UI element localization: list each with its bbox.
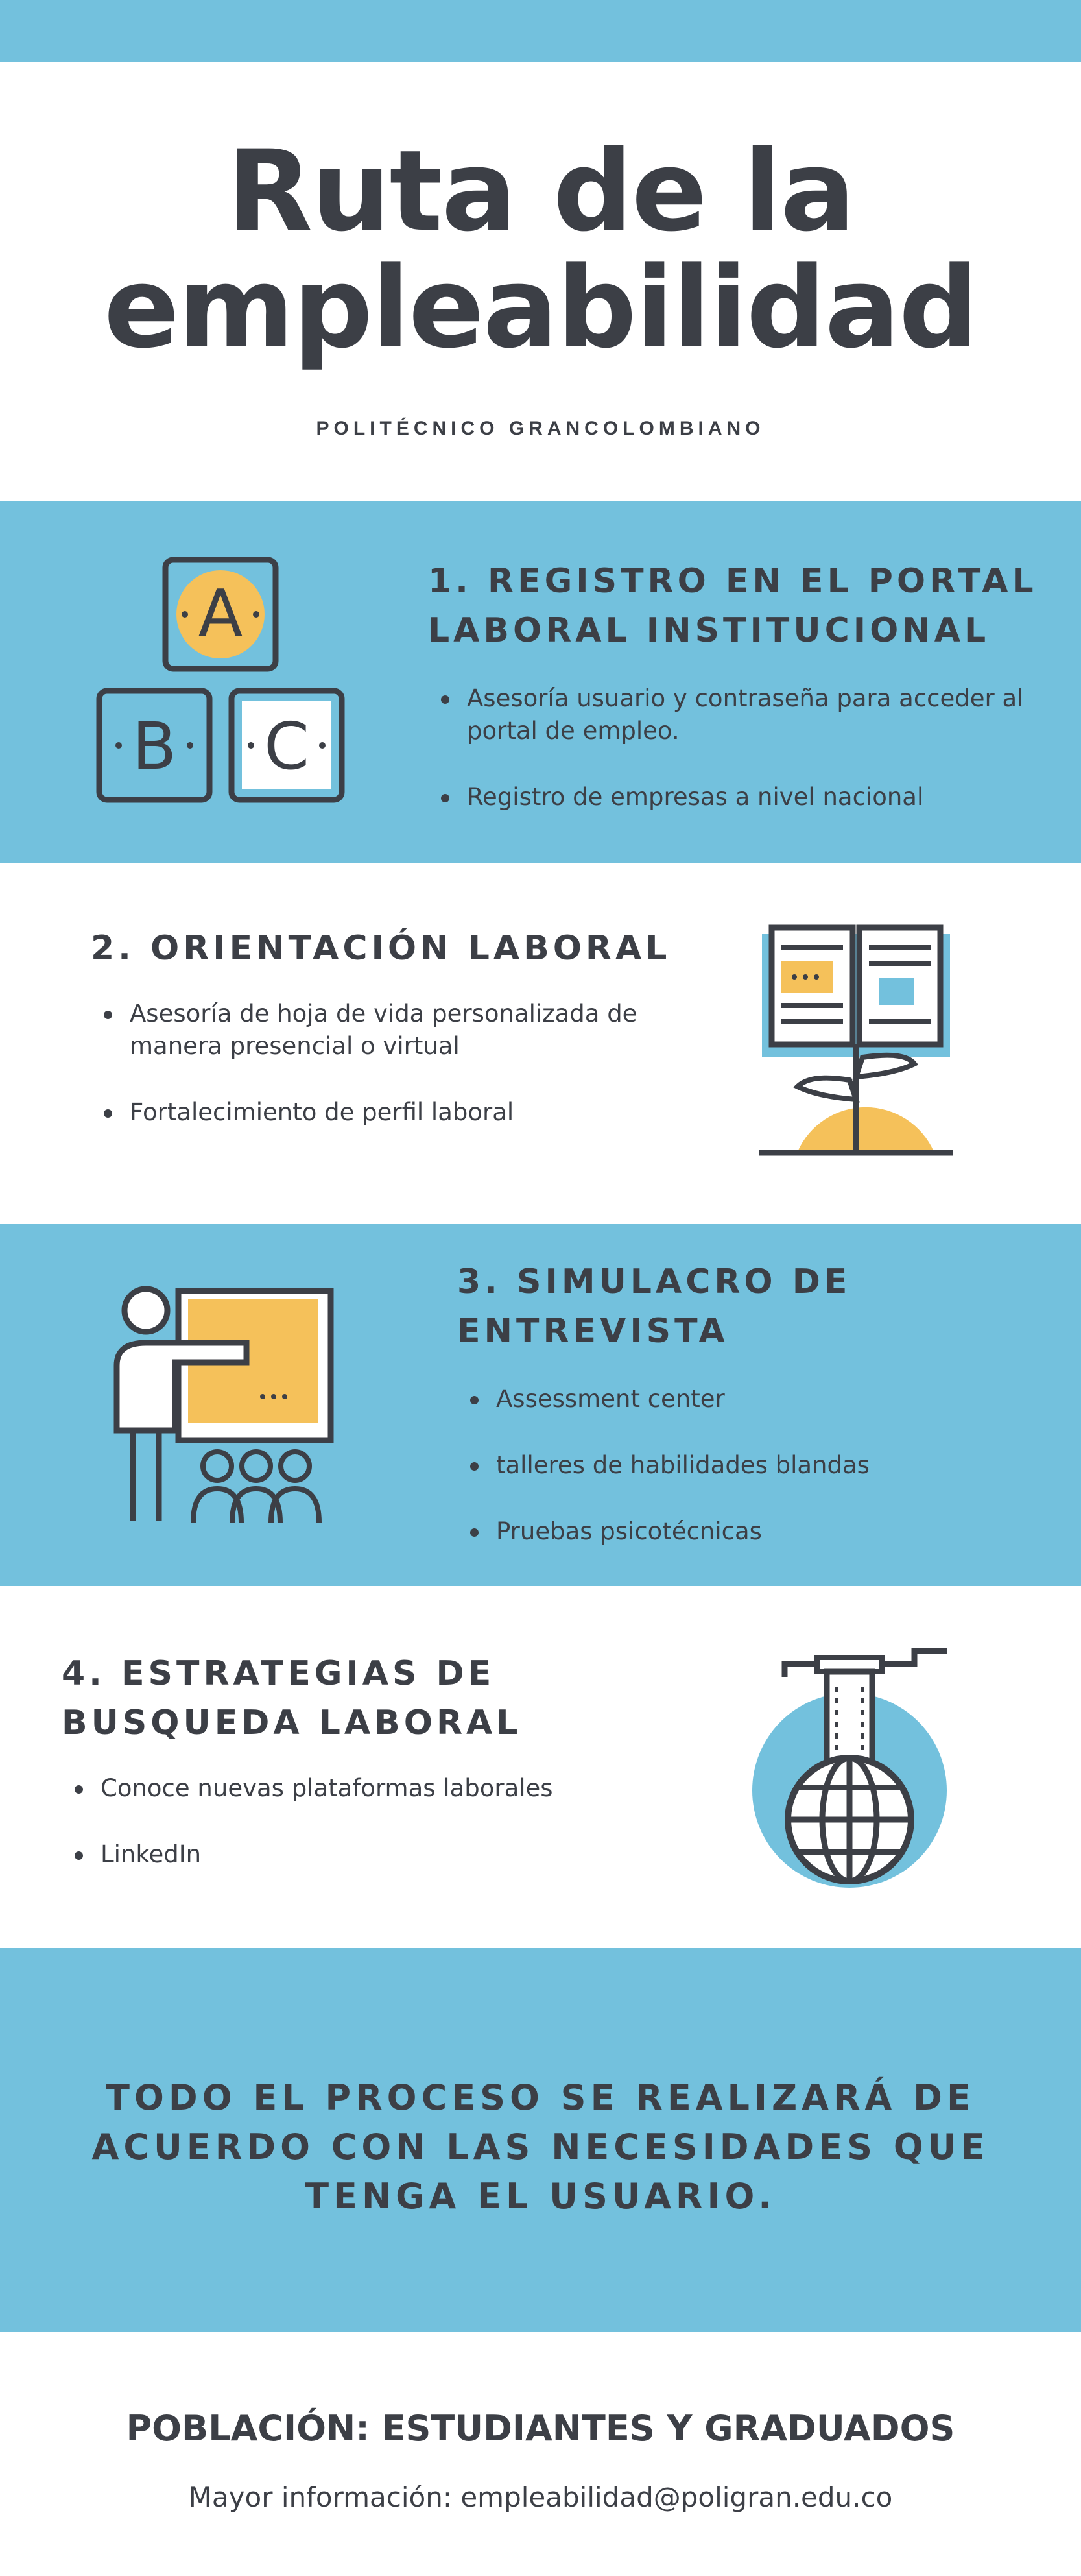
section-2-heading-line-1: 2. ORIENTACIÓN LABORAL bbox=[91, 929, 671, 968]
svg-text:A: A bbox=[198, 575, 243, 651]
section-4-bullets bbox=[62, 1772, 645, 1871]
globe-icon bbox=[746, 1648, 953, 1894]
list-item: LinkedIn bbox=[101, 1838, 645, 1871]
section-1-heading-line-2: LABORAL INSTITUCIONAL bbox=[428, 611, 990, 650]
poblacion-heading: POBLACIÓN: ESTUDIANTES Y GRADUADOS bbox=[126, 2408, 955, 2449]
closing-line-1: TODO EL PROCESO SE REALIZARÁ DE bbox=[106, 2077, 975, 2118]
list-item: Fortalecimiento de perfil laboral bbox=[130, 1096, 674, 1129]
contact-info: Mayor información: empleabilidad@poligran.edu.co bbox=[188, 2481, 893, 2513]
section-1-bullets bbox=[428, 682, 1044, 813]
presentation-teacher-icon bbox=[97, 1281, 344, 1528]
section-4-content bbox=[62, 1649, 645, 1905]
section-3-content bbox=[457, 1257, 1041, 1582]
list-item: Conoce nuevas plataformas laborales bbox=[101, 1772, 645, 1805]
section-4-heading-line-1: 4. ESTRATEGIAS DE bbox=[62, 1654, 495, 1693]
abc-blocks-icon bbox=[94, 555, 353, 808]
list-item: Assessment center bbox=[496, 1383, 1041, 1415]
section-3-heading bbox=[457, 1257, 1041, 1356]
book-plant-icon bbox=[759, 921, 953, 1161]
section-4-heading-line-2: BUSQUEDA LABORAL bbox=[62, 1703, 522, 1742]
section-3-heading-line-2: ENTREVISTA bbox=[457, 1312, 729, 1351]
list-item: Pruebas psicotécnicas bbox=[496, 1515, 1041, 1548]
section-4-heading bbox=[62, 1649, 645, 1748]
title-line-1: Ruta de la bbox=[226, 126, 855, 256]
list-item: Asesoría usuario y contraseña para acceder al portal de empleo. bbox=[467, 682, 1044, 747]
list-item: talleres de habilidades blandas bbox=[496, 1449, 1041, 1482]
closing-line-3: TENGA EL USUARIO. bbox=[305, 2176, 776, 2217]
svg-text:C: C bbox=[264, 708, 309, 784]
section-2-bullets bbox=[91, 998, 674, 1129]
section-1-heading-line-1: 1. REGISTRO EN EL PORTAL bbox=[428, 562, 1038, 601]
section-2-content bbox=[91, 924, 674, 1162]
section-1-content bbox=[428, 557, 1044, 847]
section-1-heading bbox=[428, 557, 1044, 655]
list-item: Asesoría de hoja de vida personalizada de manera presencial o virtual bbox=[130, 998, 674, 1063]
svg-text:B: B bbox=[132, 708, 177, 784]
top-color-strip bbox=[0, 0, 1081, 62]
section-2-heading bbox=[91, 924, 674, 973]
list-item: Registro de empresas a nivel nacional bbox=[467, 781, 1044, 813]
page-title bbox=[0, 126, 1081, 373]
section-3-heading-line-1: 3. SIMULACRO DE bbox=[457, 1262, 851, 1301]
page-subtitle: POLITÉCNICO GRANCOLOMBIANO bbox=[316, 418, 765, 439]
closing-line-2: ACUERDO CON LAS NECESIDADES QUE bbox=[91, 2126, 990, 2167]
section-3-bullets bbox=[457, 1383, 1041, 1548]
title-line-2: empleabilidad bbox=[104, 243, 977, 373]
closing-statement bbox=[0, 2073, 1081, 2221]
